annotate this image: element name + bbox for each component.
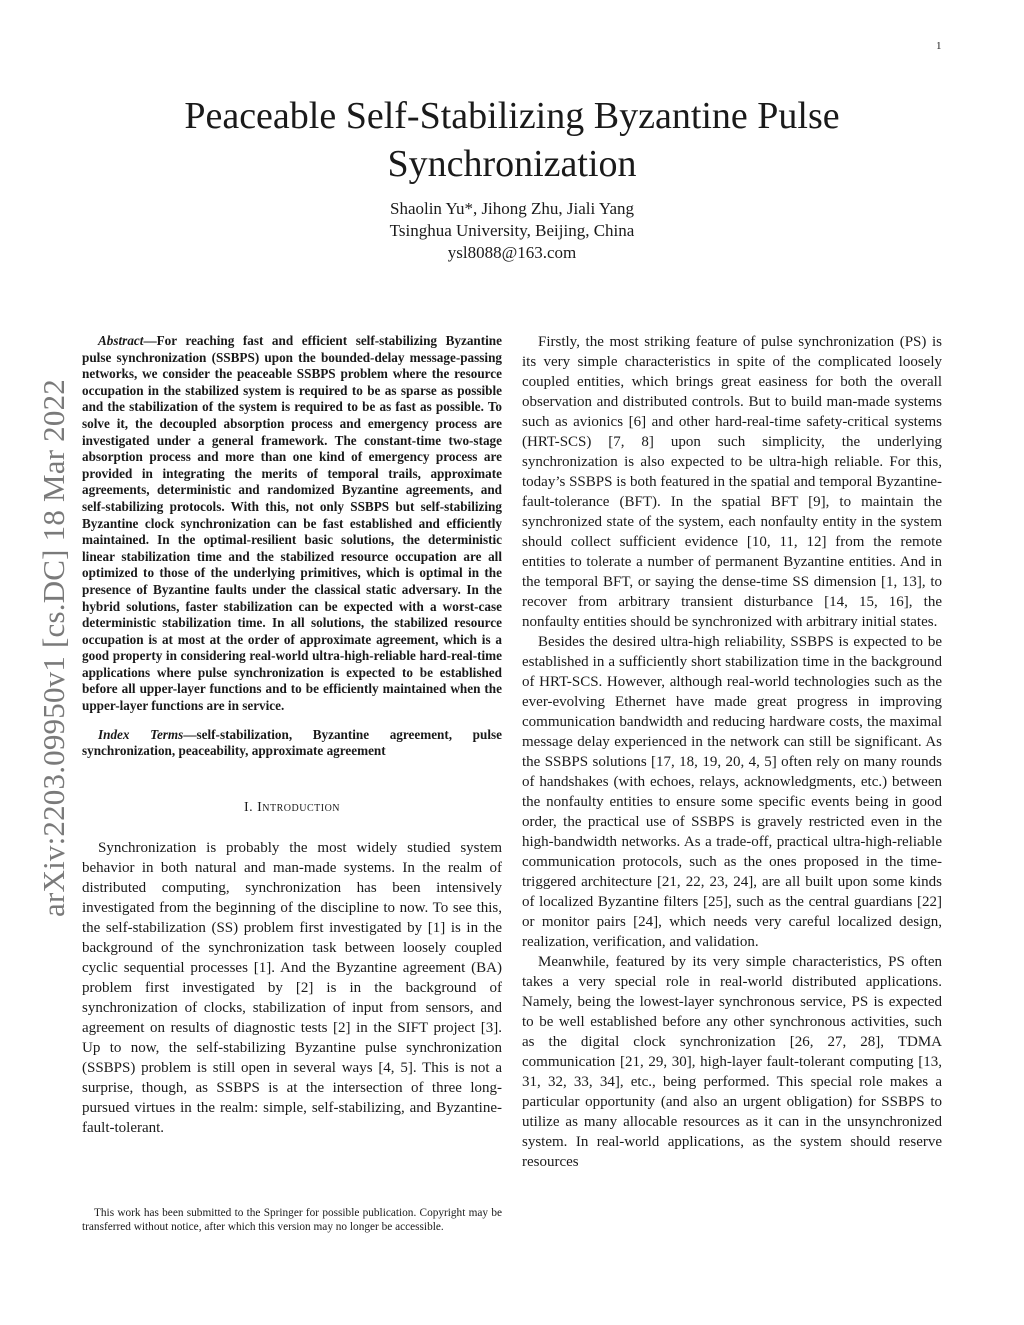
footnote: This work has been submitted to the Springer for possible publication. Copyright may be transferred without notice, after which this version may no longer be accessible. [82, 1207, 502, 1234]
paper-title: Peaceable Self-Stabilizing Byzantine Pulse Synchronization [184, 95, 840, 185]
abstract-label: Abstract [98, 333, 144, 348]
page-number: 1 [936, 40, 942, 52]
index-terms [82, 727, 502, 760]
abstract [82, 333, 502, 715]
index-terms-label: Index Terms [98, 726, 184, 742]
arxiv-identifier: arXiv:2203.09950v1 [cs.DC] 18 Mar 2022 [36, 379, 71, 917]
author-affiliation: Tsinghua University, Beijing, China [389, 221, 635, 240]
section-heading [82, 800, 502, 816]
index-terms-text: —self-stabilization, Byzantine agreement, pulse synchronization, peaceability, approximate agreement [82, 726, 502, 759]
right-column [522, 332, 942, 1172]
section-title: Introduction [257, 799, 341, 815]
body-paragraph: Firstly, the most striking feature of pulse synchronization (PS) is its very simple characteristics in spite of the complicated loosely coupled entities, which brings great easiness for both the overall observation and distributed controls. But to build man-made systems such as avionics [6] and other hard-real-time safety-critical systems (HRT-SCS) [7, 8] upon such simplicity, the underlying synchronization is also expected to be ultra-high reliable. For this, today’s SSBPS is both featured in the spatial and temporal Byzantine-fault-tolerance (BFT). In the spatial BFT [9], to maintain the synchronized state of the system, each nonfaulty entity in the system should collect sufficient evidence [10, 11, 12] from the remote entities to tolerate a number of permanent Byzantine entities. And in the temporal BFT, or saying the dense-time SS dimension [1, 13], to recover from arbitrary transient disturbance [14, 15, 16], the nonfaulty entities should be synchronized with arbitrary initial states. [522, 334, 942, 630]
left-column [82, 333, 502, 1138]
author-names: Shaolin Yu*, Jihong Zhu, Jiali Yang [389, 199, 634, 218]
intro-paragraph: Synchronization is probably the most widely studied system behavior in both natural and man-made systems. In the realm of distributed computing, synchronization has been intensively investigated from the beginning of the discipline to now. To see this, the self-stabilization (SS) problem first investigated by [1] is in the background of the synchronization task between loosely coupled cyclic sequential processes [1]. And the Byzantine agreement (BA) problem first investigated by [2] is in the background of synchronization of clocks, stabilization of input from sensors, and agreement on results of diagnostic tests [2] in the SIFT project [3]. Up to now, the self-stabilizing Byzantine pulse synchronization (SSBPS) problem is still open in several ways [4, 5]. This is not a surprise, though, as SSBPS is at the intersection of three long-pursued virtues in the realm: simple, self-stabilizing, and Byzantine-fault-tolerant. [82, 839, 502, 1136]
body-paragraph: Meanwhile, featured by its very simple characteristics, PS often takes a very special role in real-world distributed applications. Namely, being the lowest-layer synchronous service, PS is expected to be well established before any other synchronous activities, such as the digital clock synchronization [26, 27, 28], TDMA communication [21, 29, 30], high-layer fault-tolerant computing [13, 31, 32, 33, 34], etc., being performed. This special role makes a particular opportunity (and also an urgent obligation) for SSBPS to utilize as many allocable resources as it can in the unsynchronized system. In real-world applications, as the system should reserve resources [522, 954, 942, 1170]
body-paragraph: Besides the desired ultra-high reliability, SSBPS is expected to be established in a sufficiently short stabilization time in the background of HRT-SCS. However, although real-world technologies such as the ever-evolving Ethernet have made great progress in improving communication bandwidth and reducing hardware costs, the maximal message delay experienced in the network can still be significant. As the SSBPS solutions [17, 18, 19, 20, 4, 5] often rely on many rounds of handshakes (with echoes, relays, acknowledgments, etc.) between the nonfaulty entities to ensure some specific events being in good order, the practical use of SSBPS is gravely restricted even in the high-bandwidth networks. As a trade-off, practical ultra-high-reliable communication protocols, such as the ones proposed in the time-triggered architecture [21, 22, 23, 24], are all built upon some kinds of localized Byzantine filters [25], such as the central guardians [22] or monitor pairs [24], which needs very careful localized design, realization, verification, and validation. [522, 634, 942, 950]
abstract-text: —For reaching fast and efficient self-stabilizing Byzantine pulse synchronization (SSBPS) upon the bounded-delay message-passing networks, we consider the peaceable SSBPS problem where the resource occupation in the stabilized system is required to be as sparse as possible and the stabilization of the system is required to be as fast as possible. To solve it, the decoupled absorption process and emergency process are investigated under a general framework. The constant-time two-stage absorption process and more than one kind of emergency process are provided in integrating the merits of temporal trails, approximate agreements, deterministic and randomized Byzantine agreements, and self-stabilizing protocols. With this, not only SSBPS but self-stabilizing Byzantine clock synchronization can be fast established and efficiently maintained. In the optimal-resilient basic solutions, the deterministic linear stabilization time and the stabilized resource occupation are all optimized to those of the underlying primitives, which is optimal in the presence of Byzantine faults under the classical static adversary. In the hybrid solutions, faster stabilization can be expected with a worst-case deterministic stabilization time. In all solutions, the stabilized resource occupation is at most at the order of approximate agreement, which is a good property in considering real-world ultra-high-reliable hard-real-time applications where pulse synchronization is expected to be established before all upper-layer functions and to be efficiently maintained when the upper-layer functions are in service. [82, 333, 502, 714]
section-number: I. [243, 799, 254, 815]
author-block [0, 198, 1024, 264]
author-email: ysl8088@163.com [447, 243, 577, 262]
